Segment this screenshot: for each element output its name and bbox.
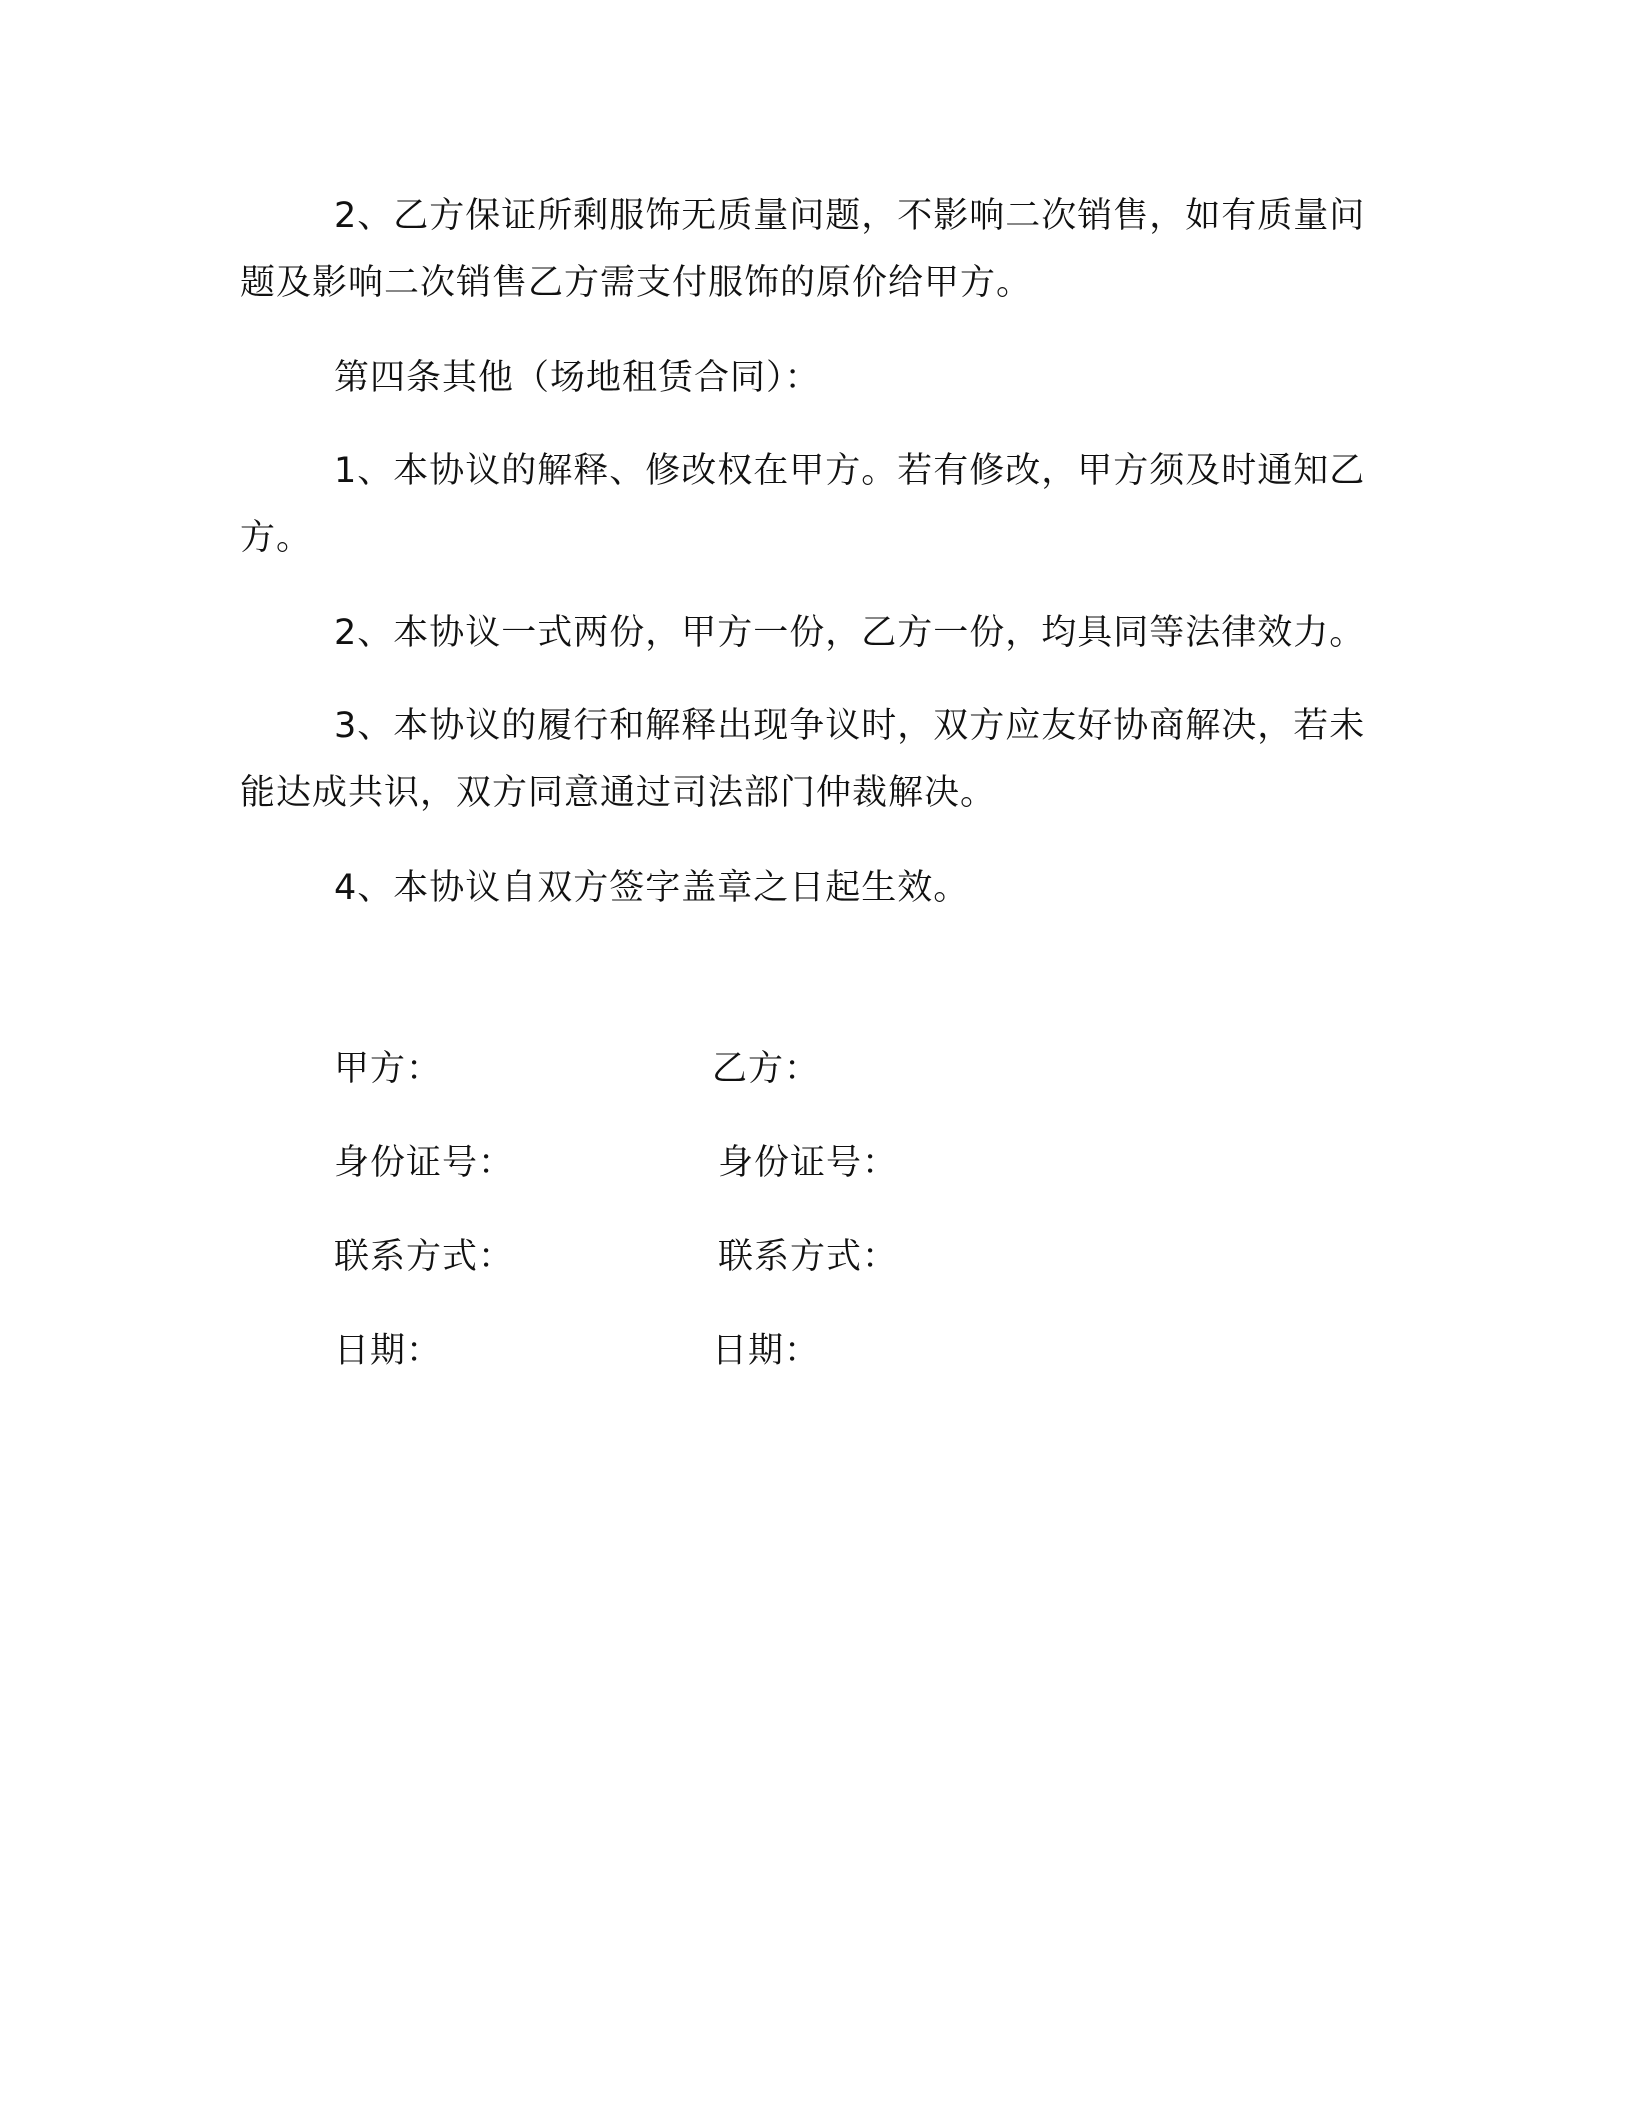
- clause-copies: 2、本协议一式两份，甲方一份，乙方一份，均具同等法律效力。: [334, 613, 1366, 653]
- article-four-heading: 第四条其他（场地租赁合同）：: [334, 358, 821, 398]
- clause-effective-date: 4、本协议自双方签字盖章之日起生效。: [334, 868, 970, 908]
- clause-interpretation-right: 1、本协议的解释、修改权在甲方。若有修改，甲方须及时通知乙方。: [240, 451, 1366, 558]
- clause-dispute-resolution: 3、本协议的履行和解释出现争议时，双方应友好协商解决，若未能达成共识，双方同意通过司法部门仲裁解决。: [240, 706, 1366, 813]
- clause-quality-guarantee: 2、乙方保证所剩服饰无质量问题，不影响二次销售，如有质量问题及影响二次销售乙方需支付服饰的原价给甲方。: [240, 196, 1366, 303]
- party-b-contact-label: 联系方式：: [718, 1237, 899, 1277]
- party-a-contact-label: 联系方式：: [334, 1237, 515, 1277]
- party-b-date-label: 日期：: [712, 1331, 821, 1371]
- party-b-id-label: 身份证号：: [718, 1143, 899, 1183]
- party-b-name-label: 乙方：: [712, 1049, 821, 1089]
- party-a-date-label: 日期：: [334, 1331, 443, 1371]
- party-a-name-label: 甲方：: [334, 1049, 443, 1089]
- party-a-id-label: 身份证号：: [334, 1143, 515, 1183]
